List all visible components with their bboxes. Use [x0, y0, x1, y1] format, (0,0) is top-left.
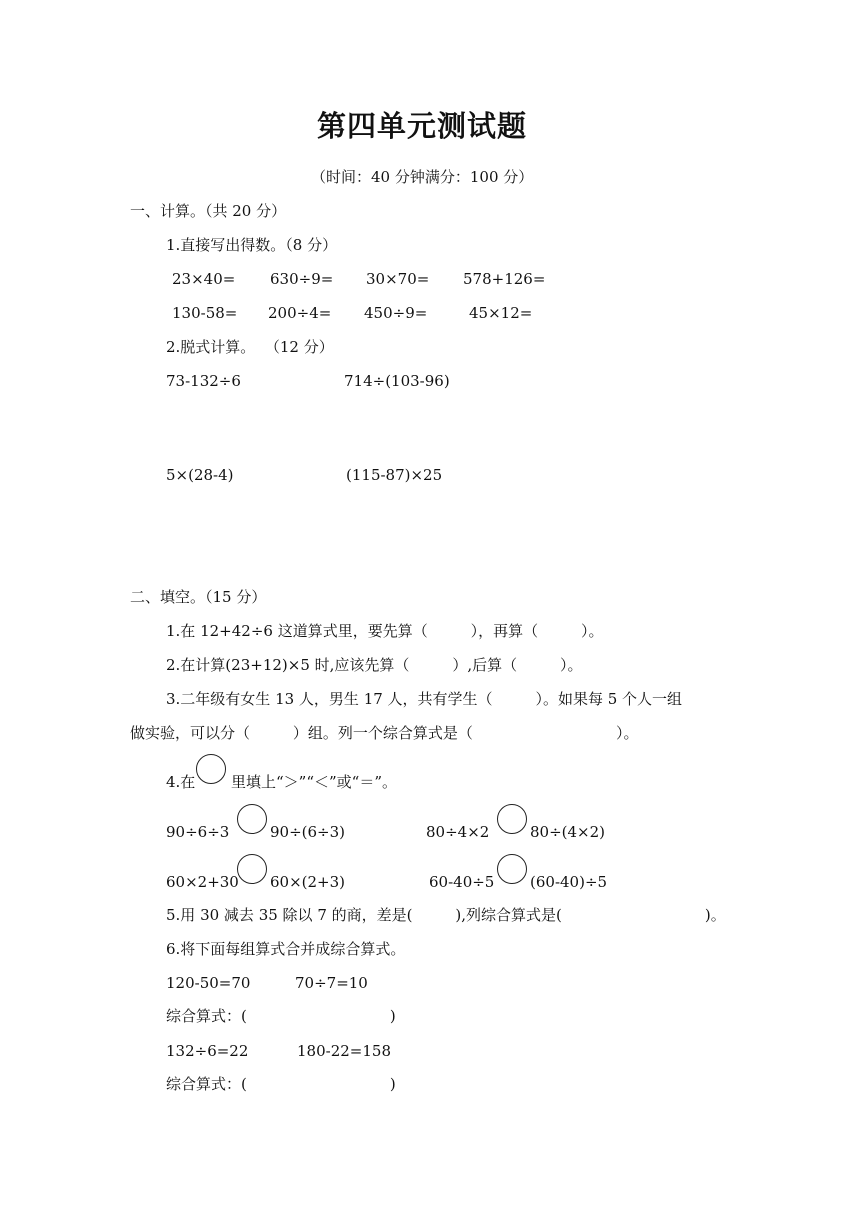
question-1-2-label: 2.脱式计算。 （12 分） — [166, 338, 334, 356]
comparison-left: 60-40÷5 — [429, 873, 495, 891]
comparison-circle[interactable] — [237, 804, 267, 834]
oral-calc-item: 23×40= — [172, 270, 236, 288]
comparison-right: (60-40)÷5 — [530, 873, 608, 891]
oral-calc-item: 200÷4= — [268, 304, 332, 322]
comparison-right: 60×(2+3) — [270, 873, 346, 891]
fill-question-3-line1: 3.二年级有女生 13 人，男生 17 人，共有学生（ ）。如果每 5 个人一组 — [166, 690, 683, 708]
oral-calc-item: 130-58= — [172, 304, 238, 322]
oral-calc-item: 45×12= — [469, 304, 533, 322]
stepwise-calc-item: 5×(28-4) — [166, 466, 234, 484]
fill-question-6-label: 6.将下面每组算式合并成综合算式。 — [166, 940, 406, 958]
comparison-left: 90÷6÷3 — [166, 823, 230, 841]
page-title: 第四单元测试题 — [317, 109, 528, 143]
fill-question-4-suffix: 里填上“＞”“＜”或“＝”。 — [231, 773, 398, 791]
stepwise-calc-item: (115-87)×25 — [346, 466, 443, 484]
question-1-1-label: 1.直接写出得数。（8 分） — [166, 236, 338, 254]
stepwise-calc-item: 714÷(103-96) — [344, 372, 450, 390]
fill-question-2: 2.在计算(23+12)×5 时,应该先算（ ）,后算（ ）。 — [166, 656, 583, 674]
combined-formula-blank: 综合算式：( ) — [166, 1075, 396, 1093]
oral-calc-item: 630÷9= — [270, 270, 334, 288]
oral-calc-item: 578+126= — [463, 270, 546, 288]
given-equation: 132÷6=22 — [166, 1042, 249, 1060]
comparison-circle[interactable] — [237, 854, 267, 884]
fill-question-1: 1.在 12+42÷6 这道算式里，要先算（ ），再算（ ）。 — [166, 622, 604, 640]
oral-calc-item: 30×70= — [366, 270, 430, 288]
comparison-left: 80÷4×2 — [426, 823, 490, 841]
fill-question-4-prefix: 4.在 — [166, 773, 196, 791]
fill-question-5: 5.用 30 减去 35 除以 7 的商，差是( ),列综合算式是( )。 — [166, 906, 726, 924]
section-1-heading: 一、计算。（共 20 分） — [130, 202, 287, 220]
comparison-right: 80÷(4×2) — [530, 823, 606, 841]
fill-question-3-line2: 做实验，可以分（ ）组。列一个综合算式是（ ）。 — [130, 724, 639, 742]
time-score-note: （时间：40 分钟满分：100 分） — [311, 168, 534, 186]
stepwise-calc-item: 73-132÷6 — [166, 372, 241, 390]
oral-calc-item: 450÷9= — [364, 304, 428, 322]
given-equation: 180-22=158 — [297, 1042, 391, 1060]
comparison-left: 60×2+30 — [166, 873, 239, 891]
given-equation: 120-50=70 — [166, 974, 251, 992]
section-2-heading: 二、填空。（15 分） — [130, 588, 267, 606]
given-equation: 70÷7=10 — [295, 974, 368, 992]
comparison-right: 90÷(6÷3) — [270, 823, 346, 841]
comparison-circle[interactable] — [497, 804, 527, 834]
answer-circle — [196, 754, 226, 784]
combined-formula-blank: 综合算式：( ) — [166, 1007, 396, 1025]
comparison-circle[interactable] — [497, 854, 527, 884]
